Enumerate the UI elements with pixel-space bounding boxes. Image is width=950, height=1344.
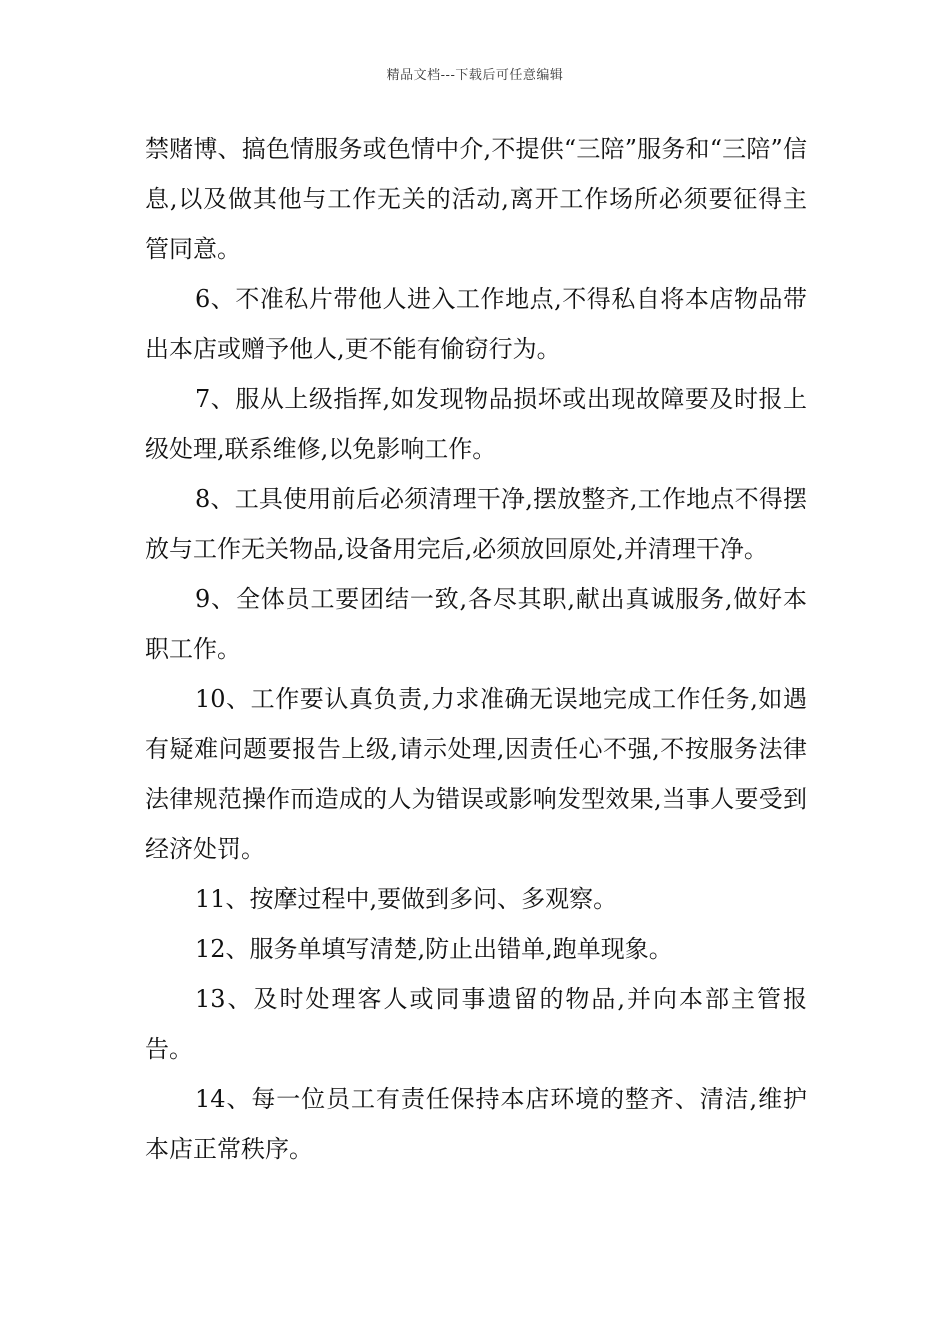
paragraph-rule-6: 6、不准私片带他人进入工作地点,不得私自将本店物品带出本店或赠予他人,更不能有偷窃行为。 [145,285,807,363]
document-body [145,124,807,1174]
paragraph-rule-12: 12、服务单填写清楚,防止出错单,跑单现象。 [195,935,673,963]
paragraph-rule-14: 14、每一位员工有责任保持本店环境的整齐、清洁,维护本店正常秩序。 [145,1085,807,1163]
paragraph-rule-7: 7、服从上级指挥,如发现物品损坏或出现故障要及时报上级处理,联系维修,以免影响工作。 [145,385,807,463]
paragraph-rule-13: 13、及时处理客人或同事遗留的物品,并向本部主管报告。 [145,985,807,1063]
paragraph-rule-8: 8、工具使用前后必须清理干净,摆放整齐,工作地点不得摆放与工作无关物品,设备用完后,必须放回原处,并清理干净。 [145,485,807,563]
page-header: 精品文档---下载后可任意编辑 [386,68,564,83]
paragraph-rule-9: 9、全体员工要团结一致,各尽其职,献出真诚服务,做好本职工作。 [145,585,807,663]
paragraph-rule-11: 11、按摩过程中,要做到多问、多观察。 [195,885,618,913]
paragraph-continuation: 禁赌博、搞色情服务或色情中介,不提供“三陪”服务和“三陪”信息,以及做其他与工作无关的活动,离开工作场所必须要征得主管同意。 [145,135,807,263]
paragraph-rule-10: 10、工作要认真负责,力求准确无误地完成工作任务,如遇有疑难问题要报告上级,请示处理,因责任心不强,不按服务法律法律规范操作而造成的人为错误或影响发型效果,当事人要受到经济处罚。 [145,685,807,863]
